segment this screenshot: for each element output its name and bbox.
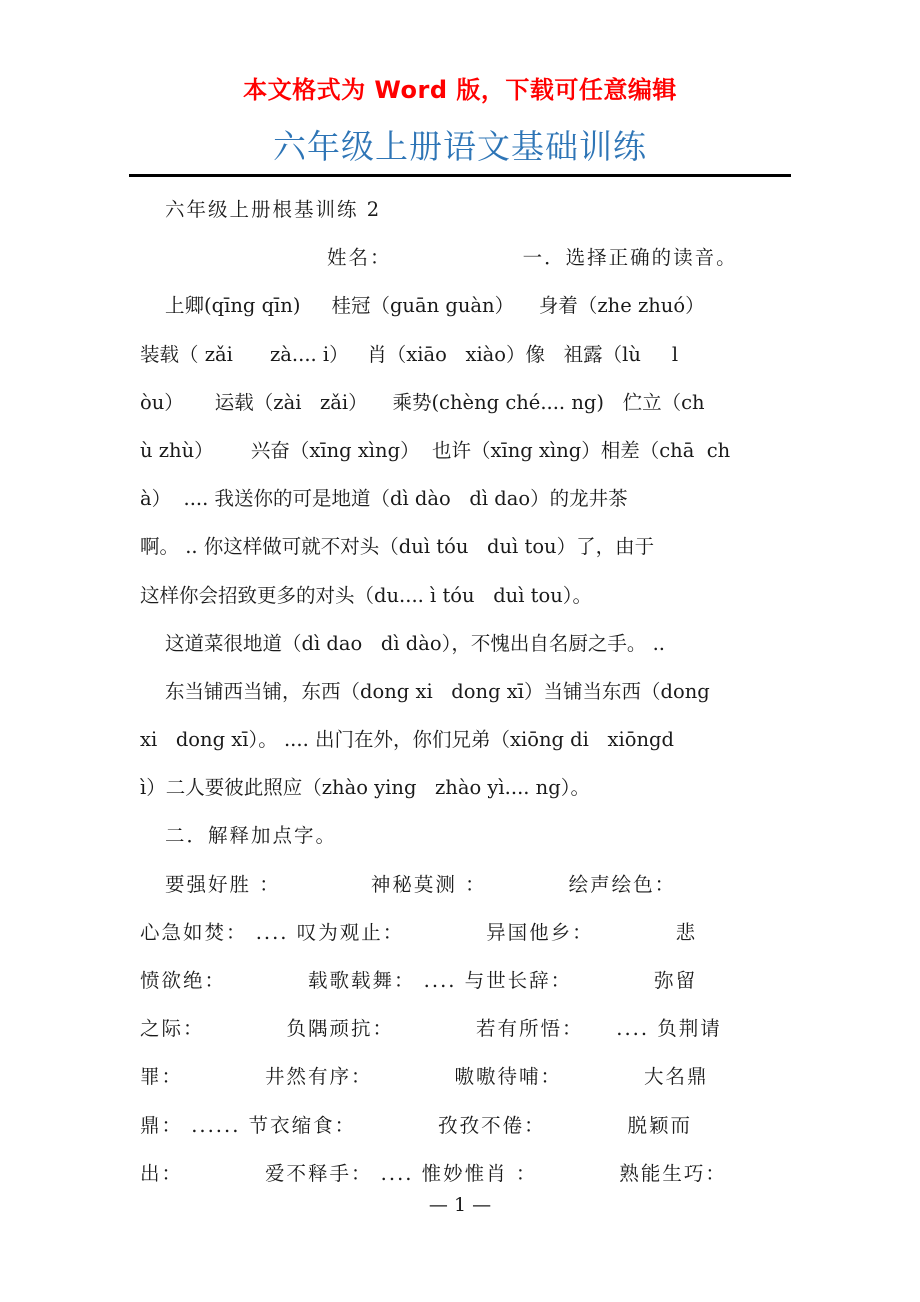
reading-line: ù zhù） 兴奋（xīng xìng） 也许（xīng xìng）相差（chā ch xyxy=(140,438,731,462)
reading-line: à） .... 我送你的可是地道（dì dào dì dao）的龙井茶 xyxy=(140,487,628,511)
idiom-line: 鼎： ...... 节衣缩食： 孜孜不倦： 脱颖而 xyxy=(140,1113,693,1137)
document-title: 六年级上册语文基础训练 xyxy=(273,127,647,166)
reading-line: 这道菜很地道（dì dao dì dào），不愧出自名厨之手。 .. xyxy=(165,631,665,655)
idiom-line: 心急如焚： .... 叹为观止： 异国他乡： 悲 xyxy=(140,920,698,944)
document-body xyxy=(140,186,782,1198)
reading-line: òu） 运载（zài zǎi） 乘势(chèng ché.... ng) 伫立（ch xyxy=(140,390,705,414)
reading-line: 东当铺西当铺，东西（dong xi dong xī）当铺当东西（dong xyxy=(165,679,710,703)
section-explain-words xyxy=(140,812,782,1198)
title-divider xyxy=(129,174,791,177)
reading-line: 上卿(qīng qīn) 桂冠（guān guàn） 身着（zhe zhuó） xyxy=(165,294,705,318)
name-field-line: 姓名： 一．选择正确的读音。 xyxy=(327,246,738,270)
section-reading-choice xyxy=(140,282,782,812)
idiom-line: 愤欲绝： 载歌载舞： .... 与世长辞： 弥留 xyxy=(140,969,698,992)
reading-line: xi dong xī）。 .... 出门在外，你们兄弟（xiōng di xiōngd xyxy=(140,728,674,752)
word-format-notice: 本文格式为 Word 版，下载可任意编辑 xyxy=(243,76,677,104)
idiom-line: 罪： 井然有序： 嗷嗷待哺： 大名鼎 xyxy=(140,1065,709,1089)
reading-line: 这样你会招致更多的对头（du.... ì tóu duì tou）。 xyxy=(140,583,593,607)
exercise-subtitle: 六年级上册根基训练 2 xyxy=(165,198,382,221)
page-number: — 1 — xyxy=(428,1194,492,1216)
reading-line: 啊。 .. 你这样做可就不对头（duì tóu duì tou）了，由于 xyxy=(140,535,655,559)
reading-line: ì）二人要彼此照应（zhào ying zhào yì.... ng）。 xyxy=(140,776,590,800)
reading-line: 装载（ zǎi zà.... i） 肖（xiāo xiào）像 祖露（lù l xyxy=(140,342,679,366)
idiom-line: 要强好胜 ： 神秘莫测 ： 绘声绘色： xyxy=(165,872,677,896)
idiom-line: 出： 爱不释手： .... 惟妙惟肖 ： 熟能生巧： xyxy=(140,1161,727,1185)
idiom-line: 之际： 负隅顽抗： 若有所悟： .... 负荆请 xyxy=(140,1017,722,1041)
section-heading: 二．解释加点字。 xyxy=(165,824,338,848)
